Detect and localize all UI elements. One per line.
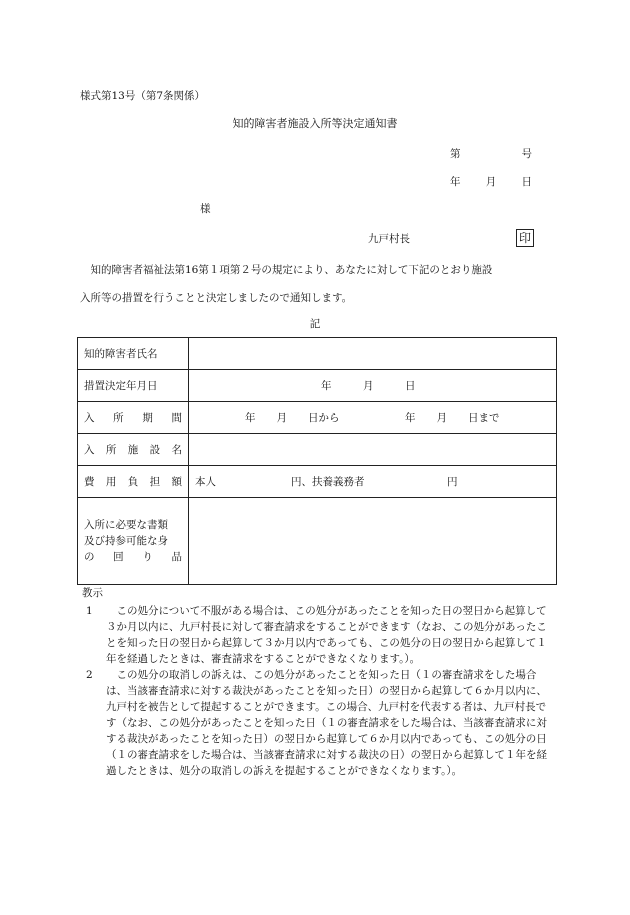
body-line: 知的障害者福祉法第16第１項第２号の規定により、あなたに対して下記のとおり施設 [90,264,493,276]
decision-date-label-text: 措置決定年月日 [84,380,158,392]
period-value [189,402,557,434]
doc-number-suffix: 号 [521,148,532,160]
instructions [82,585,552,779]
document-title: 知的障害者施設入所等決定通知書 [232,117,398,130]
decision-date-value [189,370,557,402]
body-text [80,256,550,312]
label-char: 回 [113,551,124,563]
label-char: 所 [113,412,124,424]
label-char: 負 [127,476,139,488]
date-year: 年 [450,176,461,188]
document-date [450,176,532,189]
cost-value [189,466,557,498]
document-number [450,148,532,161]
label-char: 名 [171,444,182,456]
label-char: 品 [171,551,182,563]
note-number: 1 [86,605,93,617]
name-label-text [84,346,182,361]
list-item [82,667,552,779]
ki-heading: 記 [309,318,321,330]
cost-label [78,466,189,498]
date-month: 月 [485,176,497,188]
table-row [78,370,557,402]
instructions-heading: 教示 [82,587,103,599]
items-label-line: 及び持参可能な身 [84,535,168,547]
form-number: 様式第13号（第7条関係） [80,90,206,102]
table-row [78,338,557,370]
label-char: り [142,551,153,563]
seal-mark: 印 [516,229,534,247]
name-label-value: 知的障害者氏名 [84,348,158,360]
cost-guardian-yen: 円 [447,476,458,488]
date-day: 日 [521,176,532,188]
body-line: 入所等の措置を行うことと決定しましたので通知します。 [80,292,353,304]
period-label [78,402,189,434]
details-table [77,337,557,585]
label-char: 費 [84,476,95,488]
facility-label [78,434,189,466]
decision-date-text: 年 月 日 [321,380,416,392]
items-label [78,498,189,585]
label-char: 間 [171,412,182,424]
label-char: 設 [149,444,161,456]
cost-self: 本人 [195,476,216,488]
cost-self-yen: 円、扶養義務者 [291,476,365,488]
note-text: この処分について不服がある場合は、この処分があったことを知った日の翌日から起算して３か月以内に、九戸村長に対して審査請求をすることができます（なお、この処分があったことを知った日の翌日から起算して３か月以内であっても、この処分の日の翌日から起算して１年を経過したときは、審査請求をすることができなくなります。）。 [106,605,547,665]
table-row [78,498,557,585]
label-char: 用 [105,476,117,488]
list-item [82,603,552,667]
table-row [78,466,557,498]
label-char: 入 [84,412,95,424]
items-value [189,498,557,585]
doc-number-prefix: 第 [450,148,461,160]
decision-date-label [78,370,189,402]
label-char: 担 [149,476,161,488]
table-row [78,402,557,434]
note-number: 2 [86,669,93,681]
table-row [78,434,557,466]
note-text: この処分の取消しの訴えは、この処分があったことを知った日（１の審査請求をした場合は、当該審査請求に対する裁決があったことを知った日）の翌日から起算して６か月以内に、九戸村を被告として提起することができます。この場合、九戸村を代表する者は、九戸村長です（なお、この処分があったことを知った日（１の審査請求をした場合は、当該審査請求に対する裁決があったことを知った日）の翌日から起算して６か月以内であっても、この処分の日（１の審査請求をした場合は、当該審査請求に対する裁決の日）の翌日から起算して１年を経過したときは、処分の取消しの訴えを提起することができなくなります。）。 [106,669,547,777]
period-from: 年 月 日から [245,412,340,424]
label-char: の [84,551,95,563]
label-char: 所 [105,444,117,456]
addressee: 様 [200,203,211,215]
label-char: 入 [84,444,95,456]
name-label [78,338,189,370]
label-char: 施 [127,444,139,456]
name-value [189,338,557,370]
label-char: 額 [171,476,182,488]
period-to: 年 月 日まで [405,412,500,424]
items-label-line: 入所に必要な書類 [84,519,168,531]
label-char: 期 [142,412,153,424]
issuer-name: 九戸村長 [368,233,410,245]
facility-value [189,434,557,466]
